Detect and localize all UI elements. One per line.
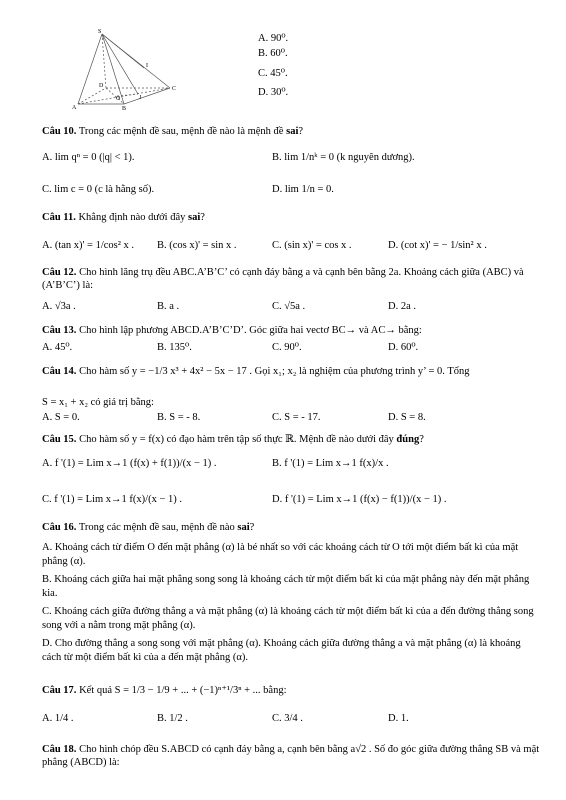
q15-label: Câu 15. [42,434,77,445]
q13-label: Câu 13. [42,325,77,336]
q17-option-d: D. 1. [388,713,409,724]
q11-end: ? [200,212,205,223]
q15-emph: đúng [396,434,420,445]
q9-option-d: D. 30⁰. [258,87,289,98]
q14-option-c: C. S = - 17. [272,412,321,423]
q11-option-c: C. (sin x)' = cos x . [272,240,352,251]
q15-option-b: B. f '(1) = Lim x→1 f(x)/x . [272,458,389,469]
label-i: I [146,63,148,69]
label-o: O [116,96,121,102]
q10-option-c: C. lim c = 0 (c là hằng số). [42,184,155,195]
q14-text: Cho hàm số y = −1/3 x³ + 4x² − 5x − 17 . Gọi x₁; x₂ là nghiệm của phương trình y’ = 0. Tổng [79,366,470,377]
q15-stem [42,433,542,446]
q14-option-a: A. S = 0. [42,412,80,423]
q18-text: Cho hình chóp đều S.ABCD có cạnh đáy bằng a, cạnh bên bằng a√2 . Số đo góc giữa đường thẳng SB và mặt phẳng (ABCD) là: [42,744,540,768]
q12-text: Cho hình lăng trụ đều ABC.A’B’C’ có cạnh đáy bằng a và cạnh bên bằng 2a. Khoảng cách giữa (ABC) và (A’B’C’) là: [42,267,524,291]
q17-option-b: B. 1/2 . [157,713,188,724]
label-b: B [122,106,127,110]
q14-option-d: D. S = 8. [388,412,426,423]
q12-option-c: C. √5a . [272,301,306,312]
q10-stem [42,125,542,138]
q13-option-b: B. 135⁰. [157,342,192,353]
q11-stem [42,211,542,224]
q9-option-c: C. 45⁰. [258,68,288,79]
q17-option-c: C. 3/4 . [272,713,303,724]
q15-option-a: A. f '(1) = Lim x→1 (f(x) + f(1))/(x − 1) . [42,458,217,469]
q11-emph: sai [188,212,201,223]
q16-stem [42,521,542,534]
q10-text: Trong các mệnh đề sau, mệnh đề nào là mệnh đề [78,126,284,137]
q16-text: Trong các mệnh đề sau, mệnh đề nào [78,522,235,533]
q10-emph: sai [286,126,299,137]
q14-label: Câu 14. [42,366,77,377]
q10-end: ? [298,126,304,137]
q10-option-d: D. lim 1/n = 0. [272,184,334,195]
q18-label: Câu 18. [42,744,77,755]
q10-option-b: B. lim 1/nᵏ = 0 (k nguyên dương). [272,152,415,163]
pyramid-figure [72,28,182,110]
q13-text: Cho hình lập phương ABCD.A’B’C’D’. Góc giữa hai vectơ BC→ và AC→ bằng: [79,325,422,336]
q16-option-d: D. Cho đường thẳng a song song với mặt phẳng (α). Khoảng cách giữa đường thẳng a và mặt phẳng (α) là khoảng cách từ một điểm bất kì của a đến mặt phẳng (α). [42,638,521,663]
q15-text: Cho hàm số y = f(x) có đạo hàm trên tập số thực ℝ. Mệnh đề nào dưới đây [79,434,394,445]
q11-option-a: A. (tan x)' = 1/cos² x . [42,240,135,251]
q12-label: Câu 12. [42,267,77,278]
q10-option-a: A. lim qⁿ = 0 (|q| < 1). [42,152,135,163]
q13-stem [42,324,542,337]
q11-option-d: D. (cot x)' = − 1/sin² x . [388,240,487,251]
q12-option-a: A. √3a . [42,301,76,312]
q9-option-a: A. 90⁰. [258,33,289,44]
label-c: C [172,86,177,92]
q16-option-b: B. Khoảng cách giữa hai mặt phẳng song song là khoảng cách từ một điểm bất kì của mặt phẳng này đến mặt phẳng kia. [42,574,530,599]
q12-option-b: B. a . [157,301,180,312]
q11-label: Câu 11. [42,212,76,223]
q16-option-c: C. Khoảng cách giữa đường thẳng a và mặt phẳng (α) là khoảng cách từ một điểm bất kì của a đến đường thẳng song song với a nằm trong mặt phẳng (α). [42,606,534,631]
q11-text: Khẳng định nào dưới đây [78,212,186,223]
q13-option-d: D. 60⁰. [388,342,419,353]
q13-option-a: A. 45⁰. [42,342,73,353]
q11-option-b: B. (cos x)' = sin x . [157,240,237,251]
q12-stem [42,266,542,292]
q16-label: Câu 16. [42,522,77,533]
q16-emph: sai [237,522,250,533]
label-j: J [139,95,142,101]
q17-option-a: A. 1/4 . [42,713,74,724]
q15-option-d: D. f '(1) = Lim x→1 (f(x) − f(1))/(x − 1) . [272,494,447,505]
q9-option-b: B. 60⁰. [258,48,288,59]
q16-end: ? [249,522,255,533]
label-d: D [99,83,104,89]
q15-option-c: C. f '(1) = Lim x→1 f(x)/(x − 1) . [42,494,183,505]
q13-option-c: C. 90⁰. [272,342,302,353]
q12-option-d: D. 2a . [388,301,416,312]
q14-option-b: B. S = - 8. [157,412,201,423]
q14-stem [42,365,542,378]
q15-end: ? [419,434,424,445]
q10-label: Câu 10. [42,126,77,137]
q17-label: Câu 17. [42,685,77,696]
q17-stem [42,684,542,697]
label-a: A [72,105,77,110]
q14-stem-2: S = x₁ + x₂ có giá trị bằng: [42,397,154,408]
q16-option-a: A. Khoảng cách từ điểm O đến mặt phẳng (α) là bé nhất so với các khoảng cách từ O tới một điểm bất kì của mặt phẳng (α). [42,542,519,567]
q17-text: Kết quả S = 1/3 − 1/9 + ... + (−1)ⁿ⁺¹/3ⁿ + ... bằng: [79,685,287,696]
q18-stem [42,743,542,769]
label-s: S [98,29,102,35]
